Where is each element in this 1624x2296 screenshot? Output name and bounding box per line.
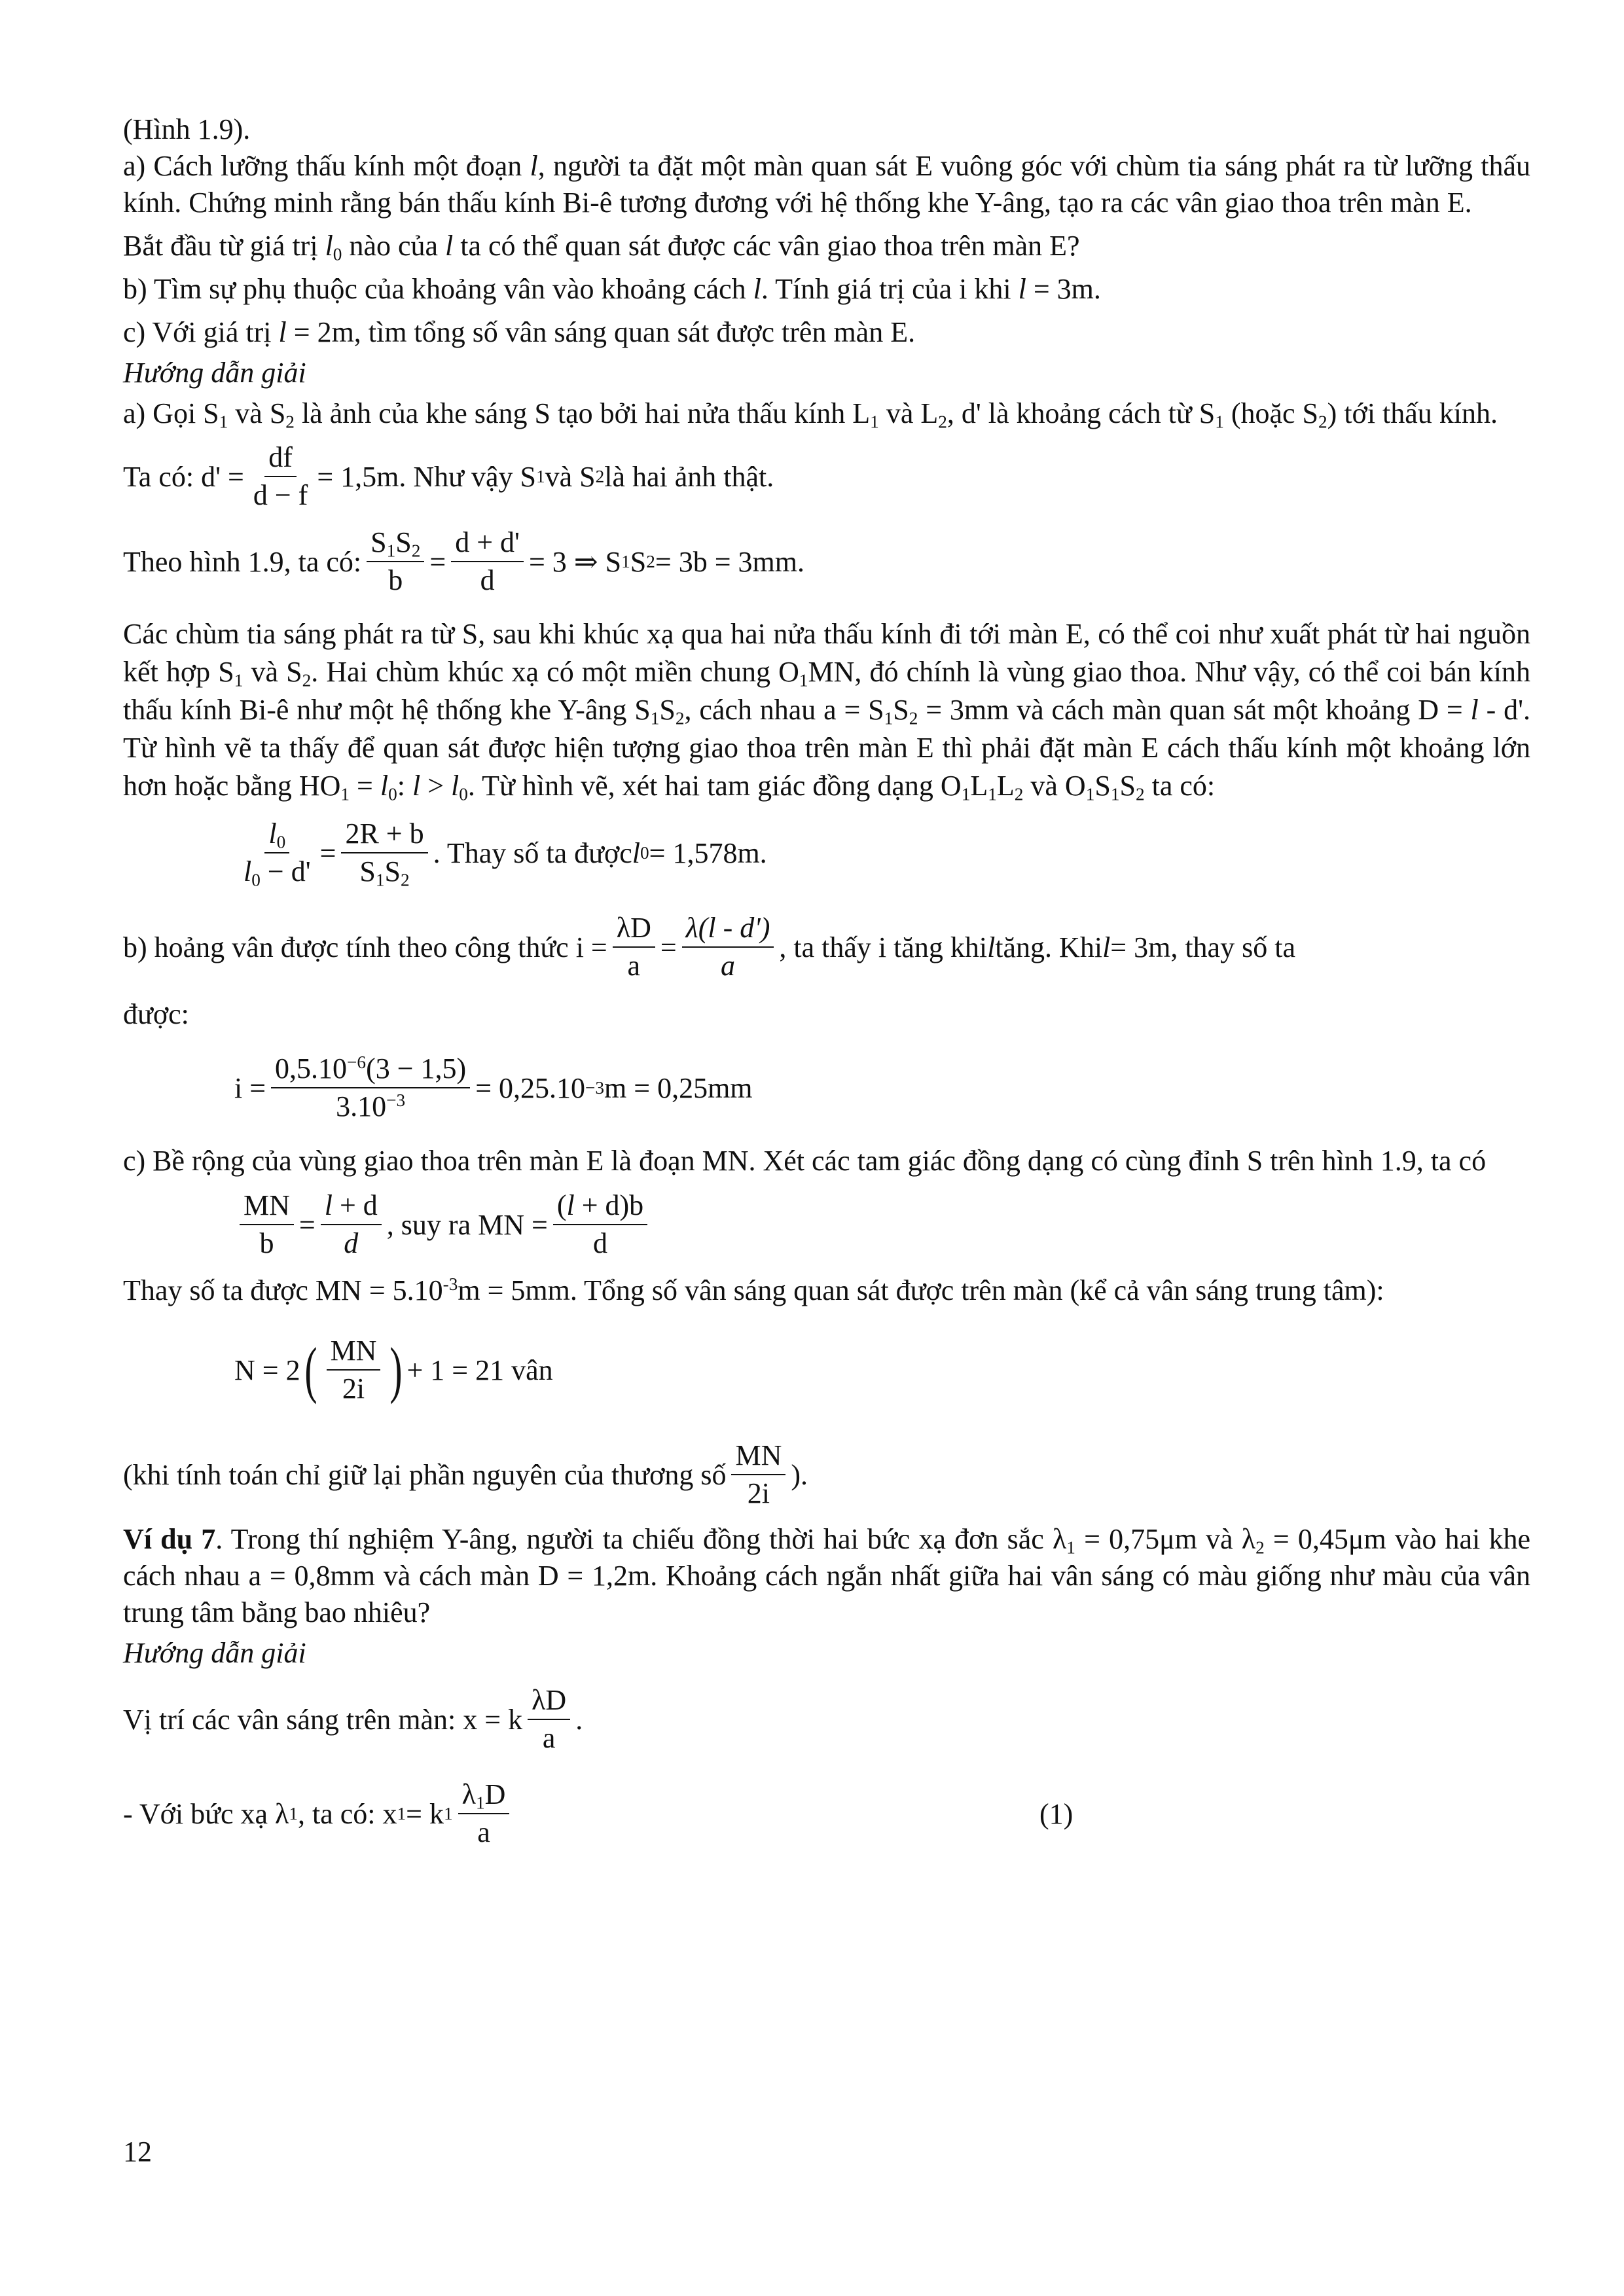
equation-d-prime: Ta có: d' = $\frac{df}{d - f}$ = 1,5m. Như vậy S 1 và S 2 là hai ảnh thật.: [123, 441, 774, 511]
equation-l0: $\frac{l_0}{l_0 - d'}$ = $\frac{2R + b}{S_1S_2}$ . Thay số ta được l 0 = 1,578m.: [234, 810, 1530, 895]
fraction-note: $\frac{MN}{2i}$: [731, 1440, 785, 1509]
fraction-mn-2i: $\frac{MN}{2i}$: [327, 1335, 381, 1405]
guide-heading: Hướng dẫn giải: [123, 357, 306, 389]
solution-c: c) Bề rộng của vùng giao thoa trên màn E là đoạn MN. Xét các tam giác đồng dạng có cùng đỉnh S trên hình 1.9, ta có: [123, 1145, 1487, 1177]
question-a-cont: Bắt đầu từ giá trị $l_0$ nào của l ta có thể quan sát được các vân giao thoa trên màn E?: [123, 230, 1080, 264]
fraction-lambda-l: $\frac{\lambda(l - d')}{a}$: [682, 912, 774, 982]
example-7: Ví dụ 7. Trong thí nghiệm Y-âng, người ta chiếu đồng thời hai bức xạ đơn sắc $\lambda_1 = 0,75\mu m$ và $\lambda_2 = 0,45\mu m$ vào hai khe cách nhau a = 0,8mm và cách màn D = 1,2m. Khoảng cách ngắn nhất giữa hai vân sáng có màu giống như màu của vân trung tâm bằng bao nhiêu?: [123, 1523, 1530, 1628]
equation-i-value: i = $\frac{0,5.10^{-6}(3 - 1,5)}{3.10^{-3}}$ = 0,25.10 −3 m = 0,25mm: [234, 1052, 753, 1122]
question-b: b) Tìm sự phụ thuộc của khoảng vân vào khoảng cách l. Tính giá trị của i khi l = 3m.: [123, 273, 1101, 305]
fraction-d-dprime: $\frac{d + d'}{d}$: [451, 527, 524, 596]
fraction-mn-result: $\frac{(l + d)b}{d}$: [553, 1190, 647, 1259]
intro-line: (Hình 1.9).: [123, 113, 251, 145]
equation-fringe-spacing: b) hoảng vân được tính theo công thức i = $\frac{\lambda D}{a}$ = $\frac{\lambda(l - d')}{a}$ , ta thấy i tăng khi l tăng. Khi l = 3m, thay số ta: [123, 912, 1295, 982]
mn-value-paragraph: Thay số ta được MN = $5.10^{-3}m = 5mm$. Tổng số vân sáng quan sát được trên màn (kể cả vân sáng trung tâm):: [123, 1274, 1384, 1306]
question-c: c) Với giá trị l = 2m, tìm tổng số vân sáng quan sát được trên màn E.: [123, 316, 916, 348]
b-continuation: được:: [123, 998, 189, 1030]
fraction-l-d: $\frac{l + d}{d}$: [321, 1190, 382, 1259]
equation-mn: $\frac{MN}{b}$ = $\frac{l + d}{d}$ , suy ra MN = $\frac{(l + d)b}{d}$: [234, 1182, 1530, 1267]
fraction-i-value: $\frac{0,5.10^{-6}(3 - 1,5)}{3.10^{-3}}$: [271, 1053, 470, 1122]
fraction-x1: $\frac{\lambda_1D}{a}$: [458, 1779, 510, 1848]
fraction-lambda-d: $\frac{\lambda D}{a}$: [613, 912, 655, 982]
note-integer-part: (khi tính toán chỉ giữ lại phần nguyên của thương số $\frac{MN}{2i}$ ).: [123, 1439, 808, 1509]
document-page: [123, 111, 1530, 1856]
fraction-l0: $\frac{l_0}{l_0 - d'}$: [244, 817, 311, 890]
fraction-df: $\frac{df}{d - f}$: [253, 441, 308, 511]
equation-x1: - Với bức xạ λ 1 , ta có: x 1 = k 1 $\frac{\lambda_1D}{a}$ (1): [123, 1778, 1074, 1848]
paragraph-interference: Các chùm tia sáng phát ra từ S, sau khi khúc xạ qua hai nửa thấu kính đi tới màn E, có thể coi như xuất phát từ hai nguồn kết hợp $S_1$ và $S_2$. Hai chùm khúc xạ có một miền chung $O_1MN$, đó chính là vùng giao thoa. Như vậy, có thể coi bán kính thấu kính Bi-ê như một hệ thống khe Y-âng $S_1S_2$, cách nhau $a = S_1S_2 = 3mm$ và cách màn quan sát một khoảng D = l - d'. Từ hình vẽ ta thấy để quan sát được hiện tượng giao thoa trên màn E thì phải đặt màn E cách thấu kính một khoảng lớn hơn hoặc bằng $HO_1 = l_0$: $l > l_0$. Từ hình vẽ, xét hai tam giác đồng dạng $O_1L_1L_2$ và $O_1S_1S_2$ ta có:: [123, 618, 1531, 804]
fraction-2r-b: $\frac{2R + b}{S_1S_2}$: [341, 818, 427, 888]
question-a: a) Cách lưỡng thấu kính một đoạn l, người ta đặt một màn quan sát E vuông góc với chùm tia sáng phát ra từ lưỡng thấu kính. Chứng minh rằng bán thấu kính Bi-ê tương đương với hệ thống khe Y-âng, tạo ra các vân giao thoa trên màn E.: [123, 150, 1530, 219]
equation-tag-1: (1): [1039, 1797, 1074, 1830]
fraction-s1s2-b: $\frac{S_1S_2}{b}$: [367, 527, 424, 596]
guide-heading-2: Hướng dẫn giải: [123, 1637, 306, 1669]
fraction-mn-b: $\frac{MN}{b}$: [240, 1190, 294, 1259]
equation-n-count: N = 2 ( $\frac{MN}{2i}$ ) + 1 = 21 vân: [234, 1335, 553, 1405]
equation-s1s2: Theo hình 1.9, ta có: $\frac{S_1S_2}{b}$ = $\frac{d + d'}{d}$ = 3 ⇒ S 1 S 2 = 3b = 3mm.: [123, 526, 804, 596]
page-number: 12: [123, 2136, 152, 2168]
equation-position: Vị trí các vân sáng trên màn: x = k $\frac{\lambda D}{a}$ .: [123, 1684, 583, 1754]
fraction-position: $\frac{\lambda D}{a}$: [528, 1685, 570, 1754]
solution-a: a) Gọi $S_1$ và $S_2$ là ảnh của khe sáng S tạo bởi hai nửa thấu kính $L_1$ và $L_2$, d' là khoảng cách từ $S_1$ (hoặc $S_2$) tới thấu kính.: [123, 397, 1498, 432]
